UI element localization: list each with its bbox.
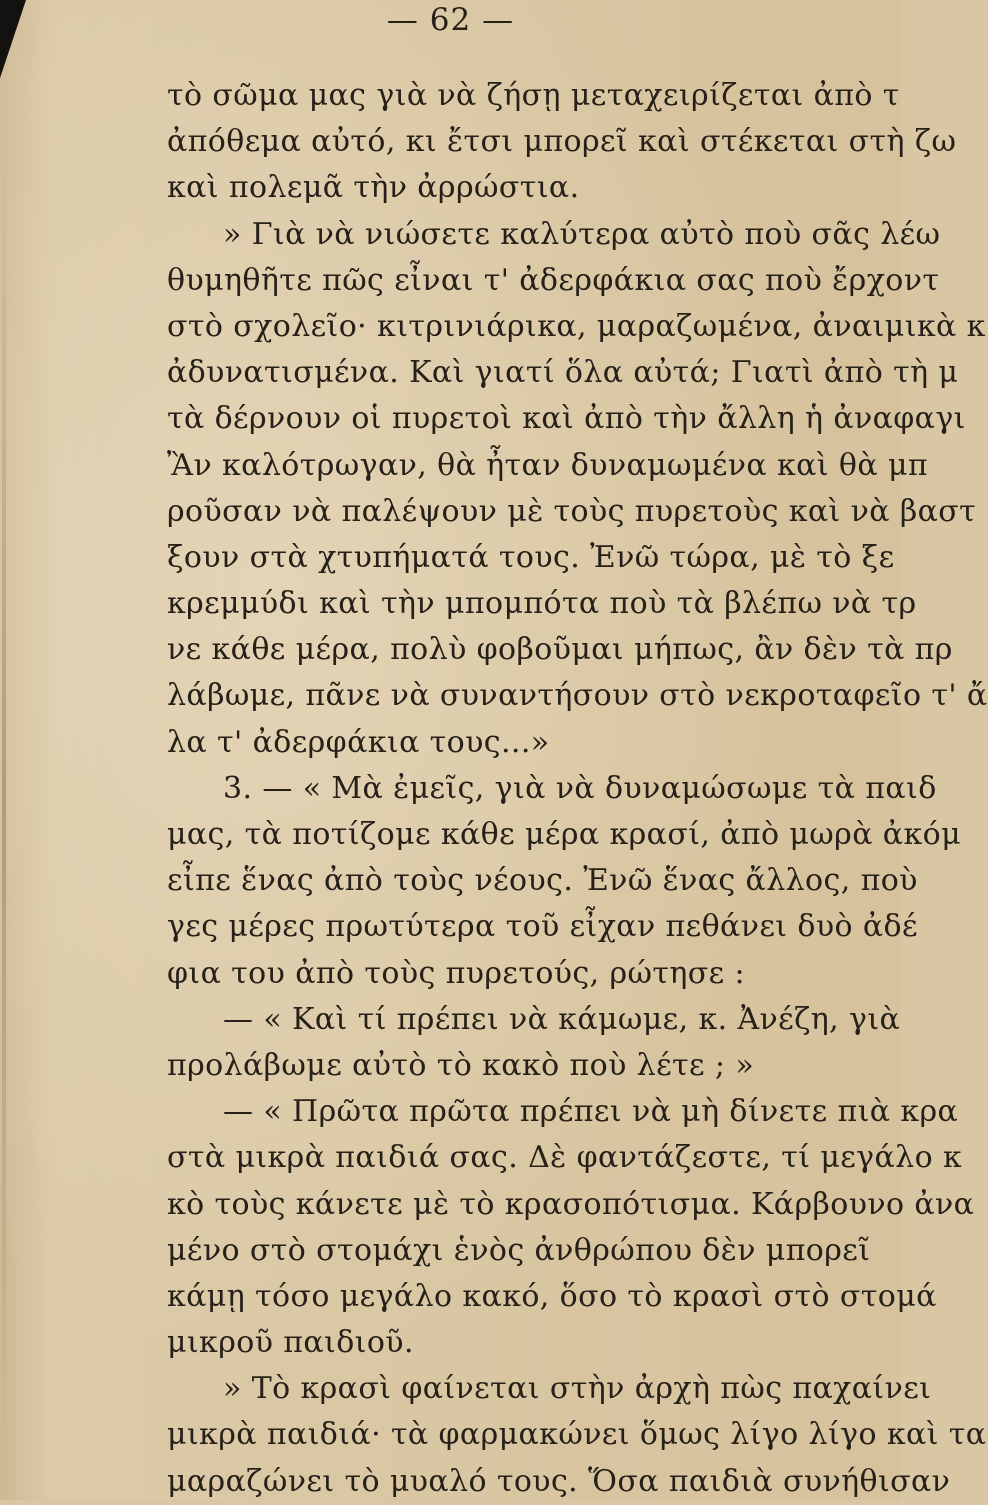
page-fold-shadow — [2, 150, 6, 1450]
text-line: 3. — « Μὰ ἐμεῖς, γιὰ νὰ δυναμώσωμε τὰ παιδ — [223, 770, 937, 806]
text-line: ἀδυνατισμένα. Καὶ γιατί ὅλα αὐτά; Γιατὶ ἀπὸ τὴ μ — [167, 355, 959, 391]
text-line: — « Πρῶτα πρῶτα πρέπει νὰ μὴ δίνετε πιὰ κρα — [223, 1094, 959, 1130]
text-line: λάβωμε, πᾶνε νὰ συναντήσουν στὸ νεκροταφεῖο τ' ἄ — [167, 678, 988, 714]
text-line: μικρὰ παιδιά· τὰ φαρμακώνει ὅμως λίγο λίγο καὶ τα — [167, 1417, 987, 1453]
text-line: καὶ πολεμᾶ τὴν ἀρρώστια. — [167, 170, 580, 206]
text-line: νε κάθε μέρα, πολὺ φοβοῦμαι μήπως, ἂν δὲν τὰ πρ — [167, 632, 953, 668]
text-line: φια του ἀπὸ τοὺς πυρετούς, ρώτησε : — [167, 955, 746, 991]
text-line: λα τ' ἀδερφάκια τους...» — [167, 724, 550, 760]
text-line: θυμηθῆτε πῶς εἶναι τ' ἀδερφάκια σας ποὺ ἔρχοντ — [167, 262, 940, 298]
text-line: — « Καὶ τί πρέπει νὰ κάμωμε, κ. Ἀνέζη, γιὰ — [223, 1001, 901, 1037]
text-line: κρεμμύδι καὶ τὴν μπομπότα ποὺ τὰ βλέπω νὰ τρ — [167, 586, 917, 622]
text-line: τὰ δέρνουν οἱ πυρετοὶ καὶ ἀπὸ τὴν ἄλλη ἡ ἀναφαγι — [167, 401, 966, 437]
text-line: ἀπόθεμα αὐτό, κι ἔτσι μπορεῖ καὶ στέκεται στὴ ζω — [167, 124, 957, 160]
text-line: προλάβωμε αὐτὸ τὸ κακὸ ποὺ λέτε ; » — [167, 1047, 755, 1083]
page-number: — 62 — — [386, 2, 515, 38]
text-line: ξουν στὰ χτυπήματά τους. Ἐνῶ τώρα, μὲ τὸ ξε — [167, 539, 895, 575]
text-line: εἶπε ἕνας ἀπὸ τοὺς νέους. Ἐνῶ ἕνας ἄλλος, ποὺ — [167, 863, 918, 899]
text-line: » Γιὰ νὰ νιώσετε καλύτερα αὐτὸ ποὺ σᾶς λέω — [223, 216, 941, 252]
text-line: μας, τὰ ποτίζομε κάθε μέρα κρασί, ἀπὸ μωρὰ ἀκόμ — [167, 817, 961, 852]
text-line: ροῦσαν νὰ παλέψουν μὲ τοὺς πυρετοὺς καὶ νὰ βαστ — [167, 493, 977, 529]
text-line: Ἂν καλότρωγαν, θὰ ἦταν δυναμωμένα καὶ θὰ μπ — [167, 447, 928, 483]
text-line: τὸ σῶμα μας γιὰ νὰ ζήσῃ μεταχειρίζεται ἀπὸ τ — [167, 78, 900, 113]
text-line: » Τὸ κρασὶ φαίνεται στὴν ἀρχὴ πὼς παχαίνει — [223, 1371, 932, 1407]
text-line: κὸ τοὺς κάνετε μὲ τὸ κρασοπότισμα. Κάρβουνο ἀνα — [167, 1186, 975, 1222]
text-line: στὰ μικρὰ παιδιά σας. Δὲ φαντάζεστε, τί μεγάλο κ — [167, 1140, 963, 1176]
text-line: κάμῃ τόσο μεγάλο κακό, ὅσο τὸ κρασὶ στὸ στομά — [167, 1278, 937, 1314]
text-line: γες μέρες πρωτύτερα τοῦ εἶχαν πεθάνει δυὸ ἀδέ — [167, 909, 918, 945]
body-text — [167, 73, 988, 1505]
text-line: μαραζώνει τὸ μυαλό τους. Ὅσα παιδιὰ συνήθισαν — [167, 1463, 951, 1499]
text-line: μένο στὸ στομάχι ἑνὸς ἀνθρώπου δὲν μπορεῖ — [167, 1232, 871, 1268]
text-line: μικροῦ παιδιοῦ. — [167, 1325, 414, 1361]
text-line: στὸ σχολεῖο· κιτρινιάρικα, μαραζωμένα, ἀναιμικὰ κ — [167, 308, 986, 344]
